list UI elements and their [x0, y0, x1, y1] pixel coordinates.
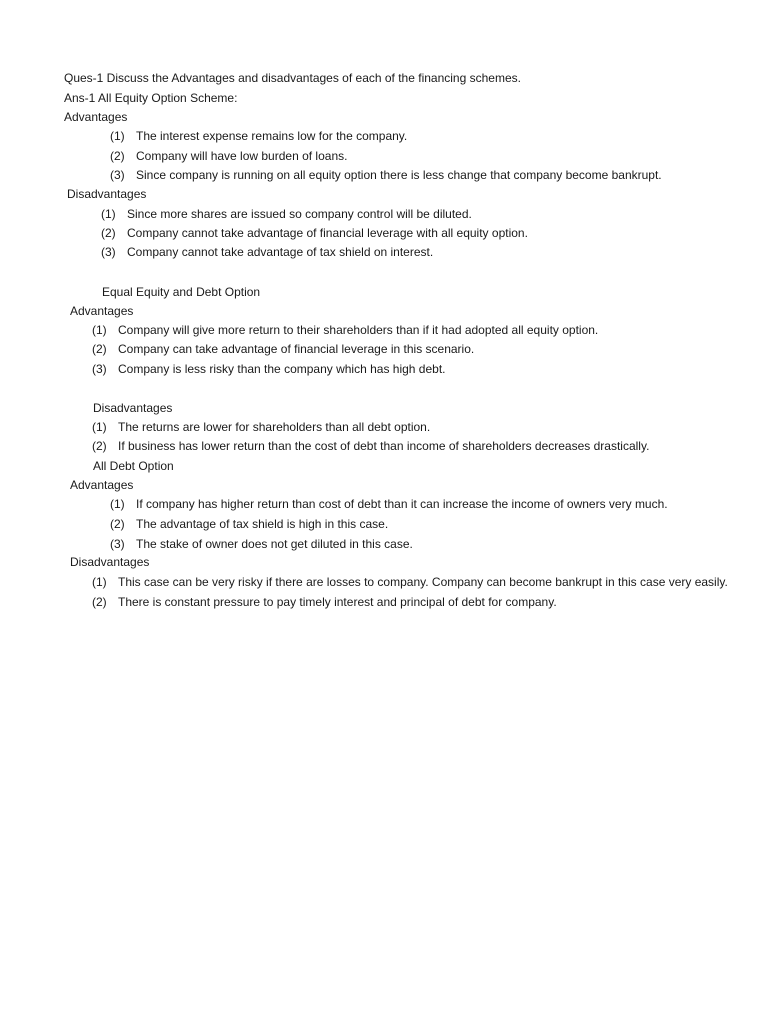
list-text: If company has higher return than cost of debt than it can increase the income of owners very much. — [136, 497, 668, 511]
equal-equity-debt-title: Equal Equity and Debt Option — [102, 285, 261, 299]
list-item — [110, 496, 668, 512]
list-text: If business has lower return than the cost of debt than income of shareholders decreases drastically. — [118, 439, 650, 453]
equal-equity-debt-advantages-label: Advantages — [70, 304, 134, 318]
list-item — [92, 594, 557, 610]
list-number: (2) — [110, 517, 125, 531]
list-number: (3) — [110, 537, 125, 551]
all-debt-title: All Debt Option — [93, 459, 174, 473]
all-equity-advantages-label: Advantages — [64, 110, 128, 124]
list-text: Company will give more return to their shareholders than if it had adopted all equity option. — [118, 323, 599, 337]
all-debt-disadvantages-label: Disadvantages — [70, 555, 150, 569]
list-text: Company cannot take advantage of tax shield on interest. — [127, 245, 434, 259]
list-number: (2) — [92, 342, 107, 356]
list-text: The returns are lower for shareholders than all debt option. — [118, 420, 431, 434]
list-item — [92, 438, 649, 454]
list-item — [110, 536, 413, 552]
list-number: (1) — [101, 207, 116, 221]
question-text: Ques-1 Discuss the Advantages and disadvantages of each of the financing schemes. — [64, 71, 521, 85]
list-number: (3) — [110, 168, 125, 182]
all-debt-advantages-label: Advantages — [70, 478, 134, 492]
answer-heading: Ans-1 All Equity Option Scheme: — [64, 91, 238, 105]
list-item — [110, 516, 388, 532]
list-text: The advantage of tax shield is high in this case. — [136, 517, 389, 531]
list-text: Company can take advantage of financial leverage in this scenario. — [118, 342, 475, 356]
all-equity-disadvantages-label: Disadvantages — [67, 187, 147, 201]
list-text: Since company is running on all equity option there is less change that company become bankrupt. — [136, 168, 662, 182]
list-text: Company is less risky than the company which has high debt. — [118, 362, 446, 376]
list-item — [101, 244, 433, 260]
list-text: Since more shares are issued so company control will be diluted. — [127, 207, 472, 221]
list-number: (1) — [110, 129, 125, 143]
list-item — [110, 148, 347, 164]
list-item — [101, 206, 472, 222]
list-number: (2) — [110, 149, 125, 163]
list-item — [110, 128, 407, 144]
list-item — [92, 419, 430, 435]
list-item — [92, 341, 474, 357]
list-number: (1) — [92, 575, 107, 589]
equal-equity-debt-disadvantages-label: Disadvantages — [93, 401, 173, 415]
list-number: (3) — [101, 245, 116, 259]
list-number: (2) — [92, 595, 107, 609]
list-number: (2) — [101, 226, 116, 240]
list-text: There is constant pressure to pay timely interest and principal of debt for company. — [118, 595, 557, 609]
list-item — [110, 167, 662, 183]
list-number: (1) — [110, 497, 125, 511]
list-text: The stake of owner does not get diluted in this case. — [136, 537, 413, 551]
list-item — [101, 225, 528, 241]
list-number: (1) — [92, 323, 107, 337]
list-text: The interest expense remains low for the company. — [136, 129, 408, 143]
list-text: Company will have low burden of loans. — [136, 149, 348, 163]
list-item — [92, 574, 728, 590]
list-number: (3) — [92, 362, 107, 376]
list-number: (1) — [92, 420, 107, 434]
list-item — [92, 361, 446, 377]
list-text: Company cannot take advantage of financial leverage with all equity option. — [127, 226, 528, 240]
list-number: (2) — [92, 439, 107, 453]
list-text: This case can be very risky if there are losses to company. Company can become bankrupt in this case very easily. — [118, 575, 728, 589]
list-item — [92, 322, 598, 338]
